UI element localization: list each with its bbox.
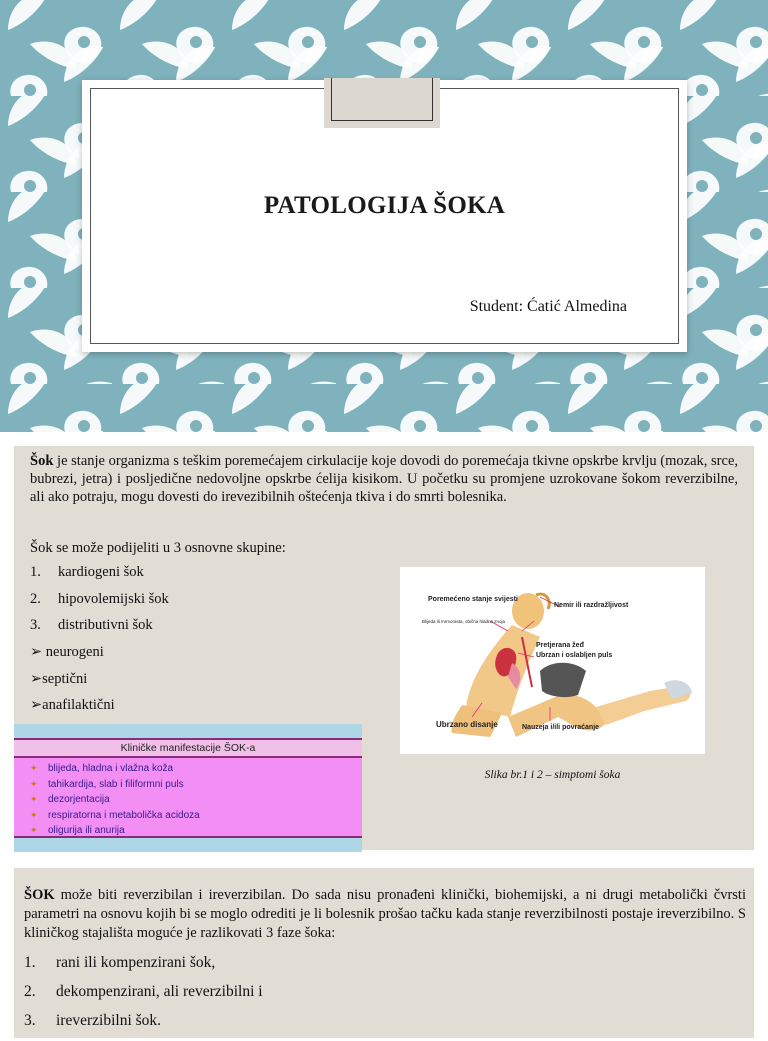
bullet-icon: ✦: [30, 794, 38, 805]
list-text: rani ili kompenzirani šok,: [56, 954, 216, 971]
figure-label-breathing: Ubrzano disanje: [436, 720, 498, 729]
shock-types-list: [30, 564, 169, 644]
list-item: [30, 564, 169, 591]
figure-label-consciousness: Poremećeno stanje svijesti: [428, 596, 518, 603]
figure-label-pulse: Ubrzan i oslabljen puls: [536, 652, 613, 659]
list-item: [30, 617, 169, 644]
list-item: ➢septični: [30, 670, 88, 687]
figure-label-nausea: Nauzeja i/ili povraćanje: [522, 724, 600, 731]
list-number: 3.: [30, 617, 41, 633]
symptoms-illustration: [400, 567, 705, 754]
bullet-icon: ✦: [30, 825, 38, 836]
phases-paragraph: [24, 886, 746, 943]
list-text: distributivni šok: [58, 617, 153, 633]
list-item: [30, 823, 362, 839]
figure-caption: Slika br.1 i 2 – simptomi šoka: [484, 769, 621, 781]
phases-term: ŠOK: [24, 887, 55, 903]
list-item: ➢ neurogeni: [30, 644, 104, 660]
list-number: 1.: [24, 954, 36, 971]
list-item: [30, 591, 169, 618]
list-text: ireverzibilni šok.: [56, 1012, 162, 1029]
list-number: 2.: [24, 983, 36, 1000]
list-item: [30, 777, 362, 793]
title-card-tab-inner: [331, 78, 433, 121]
phases-text: može biti reverzibilan i ireverzibilan. Do sada nisu pronađeni klinički, biohemijski, a ni drugi metabolički čvrsti parametri na osnovu kojih bi se moglo odrediti je li bolesnik prošao tačku kada stanje reverzibilnosti postaje ireverzibilno. S kliničkog stajališta moguće je razlikovati 3 faze šoka:: [24, 887, 746, 941]
list-item: ➢anafilaktični: [30, 697, 115, 713]
distributive-subtypes-list: [30, 644, 115, 724]
clinical-manifestations-box: [14, 724, 362, 852]
title-card-tab: [324, 78, 440, 128]
bullet-icon: ✦: [30, 778, 38, 789]
list-number: 1.: [30, 564, 41, 580]
definition-term: Šok: [30, 453, 54, 469]
list-text: kardiogeni šok: [58, 564, 144, 580]
phases-list: [24, 954, 263, 1041]
list-item: [24, 983, 263, 1012]
patient-illustration: [400, 567, 705, 754]
list-item: [30, 808, 362, 824]
phases-slide: [14, 868, 754, 1038]
clinical-item-text: respiratorna i metabolička acidoza: [48, 809, 200, 821]
list-number: 2.: [30, 590, 41, 607]
title-card: [82, 80, 687, 352]
list-text: dekompenzirani, ali reverzibilni i: [56, 983, 263, 1000]
list-item: [24, 1012, 263, 1041]
clinical-item-text: tahikardija, slab i filiformni puls: [48, 778, 184, 790]
bullet-icon: ✦: [30, 809, 38, 820]
page-title: PATOLOGIJA ŠOKA: [263, 192, 506, 219]
list-item: [24, 954, 263, 983]
bullet-icon: ✦: [30, 763, 38, 774]
list-text: hipovolemijski šok: [58, 590, 169, 607]
clinical-item-text: oligurija ili anurija: [48, 825, 125, 837]
title-slide: [0, 0, 768, 432]
figure-label-thirst: Pretjerana žeđ: [536, 642, 584, 649]
student-name: Student: Ćatić Almedina: [469, 298, 627, 315]
clinical-list: [14, 758, 362, 838]
clinical-header: Kliničke manifestacije ŠOK-a: [14, 738, 362, 758]
definition-slide: [14, 446, 754, 850]
definition-text: je stanje organizma s teškim poremećajem cirkulacije koje dovodi do poremećaja tkivne opskrbe krvlju (mozak, srce, bubrezi, jetra) i posljedične nedovoljne opskrbe ćelija kisikom. U početku su promjene uzrokovane šokom reverzibilne, ali ako potraju, mogu dovesti do irevezibilnih oštećenja tkiva i do smrti bolesnika.: [30, 453, 738, 505]
figure-label-restlessness: Nemir ili razdražljivost: [554, 602, 629, 609]
clinical-item-text: dezorjentacija: [48, 794, 110, 806]
clinical-item-text: blijeda, hladna i vlažna koža: [48, 763, 174, 775]
definition-paragraph: [30, 452, 738, 506]
groups-intro: Šok se može podijeliti u 3 osnovne skupine:: [30, 540, 286, 556]
list-item: [30, 761, 362, 777]
list-item: [30, 792, 362, 808]
figure-label-pale-skin: Blijeda ili mrmorasta, obična hladna znoja: [422, 619, 506, 624]
list-number: 3.: [24, 1012, 36, 1029]
